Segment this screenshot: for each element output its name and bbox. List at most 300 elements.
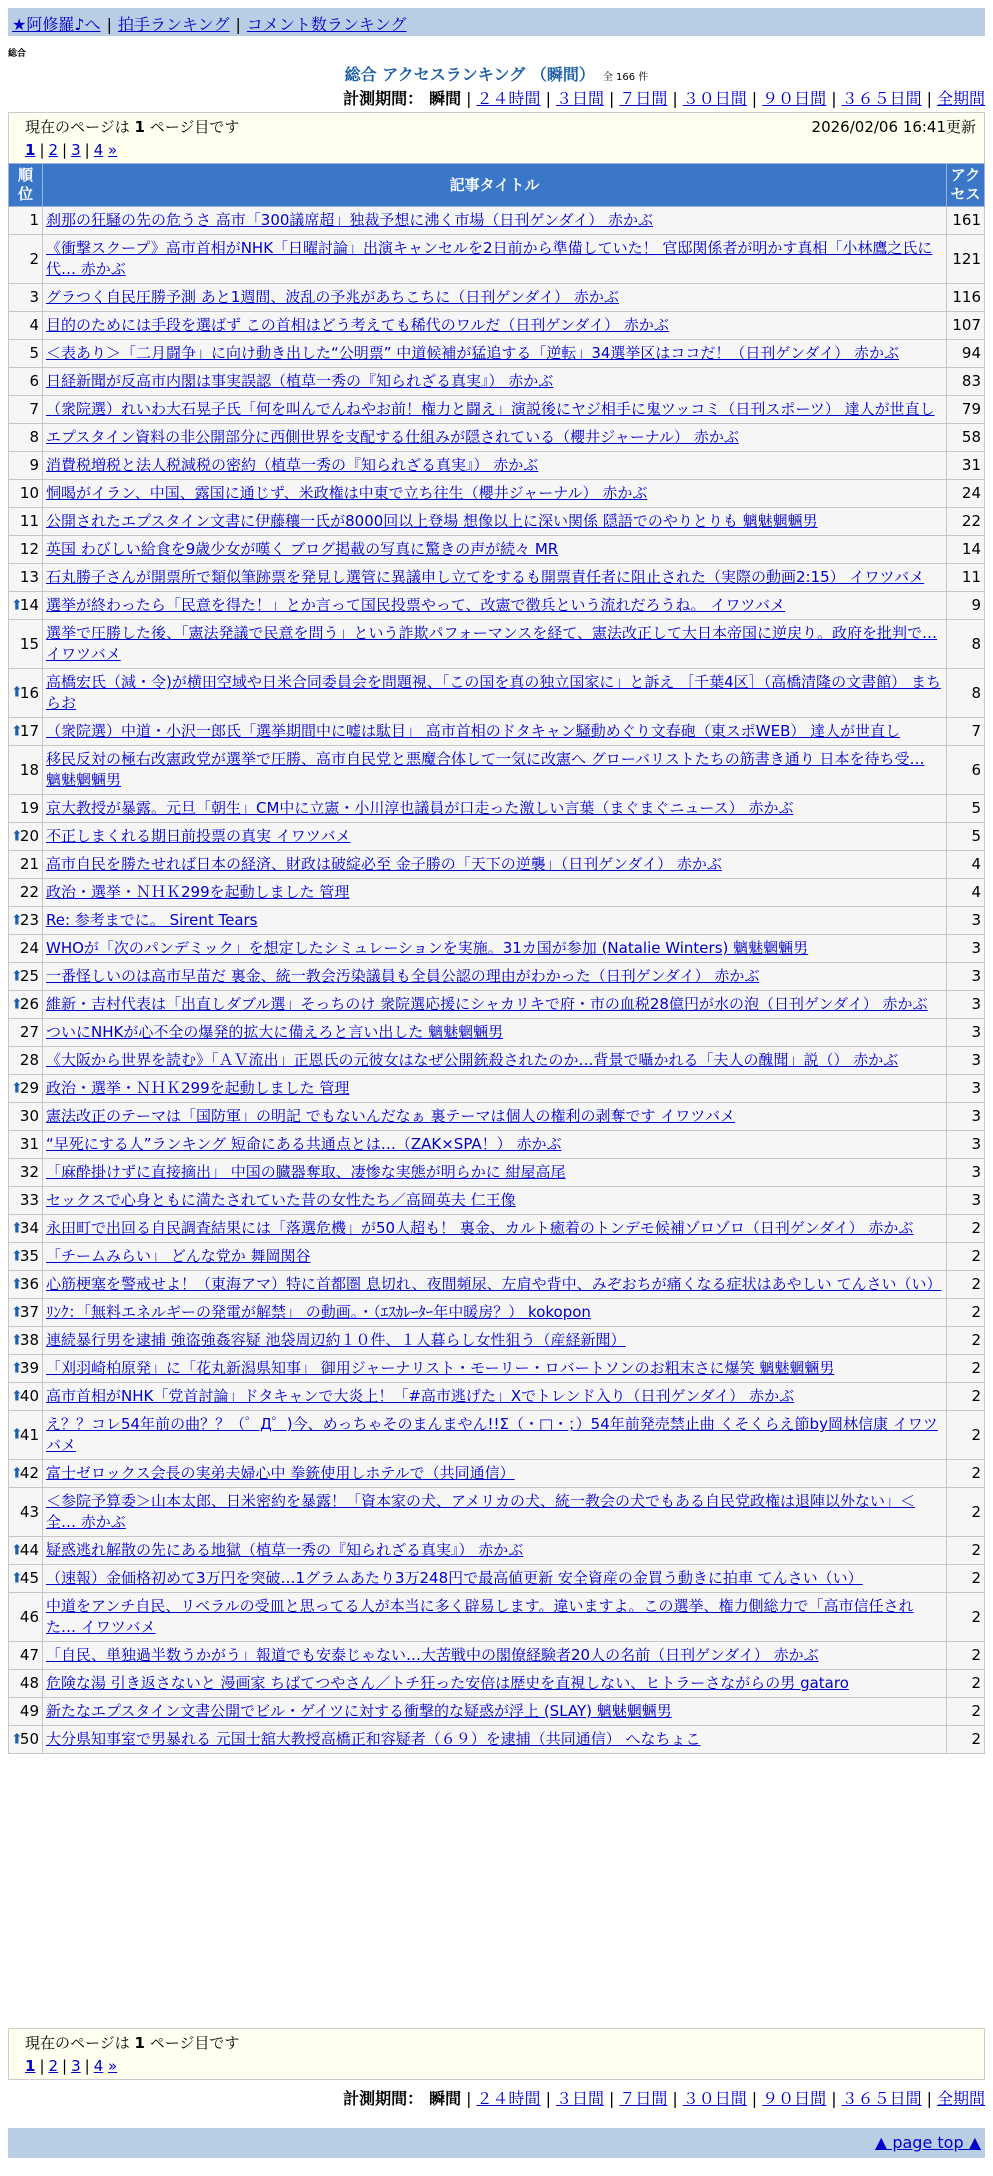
title-cell <box>43 207 947 235</box>
rank-cell <box>9 1642 43 1670</box>
top-nav-bar <box>8 8 985 36</box>
access-count: 2 <box>947 1488 985 1537</box>
rank-number: 15 <box>19 634 39 653</box>
count-header: アクセス <box>947 164 985 207</box>
rank-number: 42 <box>19 1464 39 1482</box>
page-number: 1 <box>134 118 145 136</box>
article-link[interactable]: グラつく自民圧勝予測 あと1週間、波乱の予兆があちこちに（日刊ゲンダイ） 赤かぶ <box>46 288 619 306</box>
access-count: 3 <box>947 935 985 963</box>
rank-number: 20 <box>19 827 39 845</box>
period-link[interactable]: ３６５日間 <box>841 2089 922 2108</box>
rank-number: 37 <box>19 1303 39 1321</box>
rank-cell <box>9 1565 43 1593</box>
separator: | <box>466 2089 472 2108</box>
period-link[interactable]: ９０日間 <box>762 2089 827 2108</box>
rank-up-arrow-icon: ⬆ <box>11 597 23 613</box>
table-row <box>9 368 985 396</box>
article-link[interactable]: ＜参院予算委＞山本太郎、日米密約を暴露！「資本家の犬、アメリカの犬、統一教会の犬でもある自民党政権は退陣以外ない」＜全… 赤かぶ <box>46 1492 915 1531</box>
article-link[interactable]: 富士ゼロックス会長の実弟夫婦心中 拳銃使用しホテルで（共同通信） <box>46 1464 515 1482</box>
title-cell <box>43 1565 947 1593</box>
separator: | <box>926 2089 932 2108</box>
rank-number: 25 <box>19 967 39 985</box>
access-count: 2 <box>947 1355 985 1383</box>
access-count: 11 <box>947 564 985 592</box>
rank-cell <box>9 1726 43 1754</box>
rank-up-arrow-icon: ⬆ <box>11 912 23 928</box>
period-selector-top <box>343 86 985 109</box>
article-link[interactable]: 不正しまくれる期日前投票の真実 イワツバメ <box>46 827 351 845</box>
separator: | <box>545 2089 551 2108</box>
article-link[interactable]: 高市自民を勝たせれば日本の経済、財政は破綻必至 金子勝の「天下の逆襲」（日刊ゲンダイ） 赤かぶ <box>46 855 722 873</box>
article-link[interactable]: 永田町で出回る自民調査結果には「落選危機」が50人超も！ 裏金、カルト癒着のトンデモ候補ゾロゾロ（日刊ゲンダイ） 赤かぶ <box>46 1219 914 1237</box>
access-count: 3 <box>947 991 985 1019</box>
table-row <box>9 1383 985 1411</box>
article-link[interactable]: 高橋宏氏（減・令)が横田空域や日米合同委員会を問題視、「この国を真の独立国家に」と訴え ［千葉4区］（高橋清隆の文書館） まちらお <box>46 673 941 712</box>
rank-cell <box>9 592 43 620</box>
separator: | <box>466 89 472 108</box>
table-row <box>9 564 985 592</box>
rank-number: 7 <box>29 400 39 418</box>
rank-number: 44 <box>19 1541 39 1559</box>
title-cell <box>43 340 947 368</box>
article-link[interactable]: 危険な湯 引き返さないと 漫画家 ちばてつやさん／トチ狂った安倍は歴史を直視しない、ヒトラーさながらの男 gataro <box>46 1674 849 1692</box>
pagination <box>25 141 968 159</box>
table-row <box>9 935 985 963</box>
rank-number: 1 <box>29 211 39 229</box>
separator: | <box>926 89 932 108</box>
article-link[interactable]: 移民反対の極右改憲政党が選挙で圧勝、高市自民党と悪魔合体して一気に改憲へ グローバリストたちの筋書き通り 日本を待ち受… 魑魅魍魎男 <box>46 750 925 789</box>
title-cell <box>43 935 947 963</box>
rank-cell <box>9 823 43 851</box>
rank-cell <box>9 396 43 424</box>
table-row <box>9 1593 985 1642</box>
title-cell <box>43 879 947 907</box>
page-link[interactable]: 3 <box>71 141 81 159</box>
access-count: 9 <box>947 592 985 620</box>
title-cell <box>43 424 947 452</box>
rank-cell <box>9 1355 43 1383</box>
rank-cell <box>9 480 43 508</box>
page-link[interactable]: 2 <box>48 2057 59 2075</box>
rank-number: 18 <box>19 760 39 779</box>
rank-cell <box>9 1243 43 1271</box>
title-cell <box>43 1131 947 1159</box>
page-title: 総合 アクセスランキング （瞬間） <box>344 65 595 84</box>
article-link[interactable]: “早死にする人”ランキング 短命にある共通点とは…（ZAK×SPA！） 赤かぶ <box>46 1135 562 1153</box>
rank-cell <box>9 1299 43 1327</box>
access-count: 2 <box>947 1642 985 1670</box>
rank-number: 35 <box>19 1247 39 1265</box>
table-row <box>9 746 985 795</box>
rank-number: 6 <box>29 372 39 390</box>
rank-cell <box>9 991 43 1019</box>
table-row <box>9 1215 985 1243</box>
rank-cell <box>9 564 43 592</box>
access-count: 79 <box>947 396 985 424</box>
table-row <box>9 718 985 746</box>
rank-cell <box>9 1159 43 1187</box>
rank-number: 36 <box>19 1275 39 1293</box>
title-cell <box>43 1537 947 1565</box>
page-prefix: 現在のページは <box>25 118 130 136</box>
separator: | <box>672 2089 678 2108</box>
access-count: 22 <box>947 508 985 536</box>
table-row <box>9 991 985 1019</box>
title-cell <box>43 536 947 564</box>
title-cell <box>43 795 947 823</box>
title-cell <box>43 1327 947 1355</box>
period-link[interactable]: 全期間 <box>936 89 985 108</box>
separator: | <box>751 89 758 108</box>
rank-number: 39 <box>19 1359 39 1377</box>
article-link[interactable]: 「自民、単独過半数うかがう」報道でも安泰じゃない…大苦戦中の閣僚経験者20人の名前（日刊ゲンダイ） 赤かぶ <box>46 1646 819 1664</box>
rank-cell <box>9 907 43 935</box>
rank-cell <box>9 368 43 396</box>
title-cell <box>43 963 947 991</box>
title-cell <box>43 1642 947 1670</box>
article-link[interactable]: 消費税増税と法人税減税の密約（植草一秀の『知られざる真実』） 赤かぶ <box>46 456 539 474</box>
period-link[interactable]: ２４時間 <box>476 2089 541 2108</box>
article-link[interactable]: Re: 参考までに。 Sirent Tears <box>46 911 258 929</box>
article-link[interactable]: 「麻酔掛けずに直接摘出」 中国の臓器奪取、凄惨な実態が明らかに 紺屋高尾 <box>46 1163 566 1181</box>
article-link[interactable]: 公開されたエプスタイン文書に伊藤穰一氏が8000回以上登場 想像以上に深い関係 隠語でのやりとりも 魑魅魍魎男 <box>46 512 818 530</box>
table-row <box>9 1460 985 1488</box>
access-count: 2 <box>947 1698 985 1726</box>
rank-number: 46 <box>19 1607 39 1626</box>
period-link[interactable]: 全期間 <box>936 2089 985 2108</box>
rank-number: 50 <box>19 1730 39 1748</box>
table-row <box>9 879 985 907</box>
rank-cell <box>9 340 43 368</box>
rank-header: 順位 <box>9 164 43 207</box>
table-row <box>9 1187 985 1215</box>
period-label: 計測期間： <box>343 89 424 108</box>
article-link[interactable]: 選挙が終わったら「民意を得た！」とか言って国民投票やって、改憲で徴兵という流れだろうね。 イワツバメ <box>46 596 786 614</box>
access-count: 2 <box>947 1565 985 1593</box>
article-link[interactable]: 大分県知事室で男暴れる 元国士舘大教授高橋正和容疑者（６９）を逮捕（共同通信） へなちょこ <box>46 1730 701 1748</box>
article-link[interactable]: 日経新聞が反高市内閣は事実誤認（植草一秀の『知られざる真実』） 赤かぶ <box>46 372 554 390</box>
article-link[interactable]: 政治・選挙・ＮＨＫ299を起動しました 管理 <box>46 883 350 901</box>
rank-cell <box>9 424 43 452</box>
article-link[interactable]: 英国 わびしい給食を9歳少女が嘆く ブログ掲載の写真に驚きの声が続々 MR <box>46 540 559 558</box>
article-link[interactable]: 選挙で圧勝した後、「憲法発議で民意を問う」という詐欺パフォーマンスを経て、憲法改正して大日本帝国に逆戻り。政府を批判で… イワツバメ <box>46 624 938 663</box>
article-link[interactable]: ついにNHKが心不全の爆発的拡大に備えろと言い出した 魑魅魍魎男 <box>46 1023 504 1041</box>
title-cell <box>43 669 947 718</box>
title-cell <box>43 312 947 340</box>
title-cell <box>43 1103 947 1131</box>
rank-number: 21 <box>19 855 39 873</box>
title-cell <box>43 1243 947 1271</box>
rank-up-arrow-icon: ⬆ <box>11 1426 23 1443</box>
access-count: 3 <box>947 1187 985 1215</box>
rank-cell <box>9 669 43 718</box>
title-cell <box>43 823 947 851</box>
page-info-top <box>8 112 985 164</box>
page-top-link[interactable]: ▲ page top ▲ <box>874 2133 981 2152</box>
title-cell <box>43 396 947 424</box>
access-count: 94 <box>947 340 985 368</box>
next-page-link[interactable]: » <box>108 2057 118 2075</box>
rank-number: 19 <box>19 799 39 817</box>
title-cell <box>43 620 947 669</box>
article-link[interactable]: 目的のためには手段を選ばず この首相はどう考えても稀代のワルだ（日刊ゲンダイ） 赤かぶ <box>46 316 669 334</box>
rank-number: 45 <box>19 1569 39 1587</box>
period-link[interactable]: ３日間 <box>555 89 604 108</box>
separator: | <box>751 2089 758 2108</box>
rank-cell <box>9 879 43 907</box>
clap-ranking-link[interactable]: 拍手ランキング <box>117 15 230 34</box>
article-link[interactable]: 維新・吉村代表は「出直しダブル選」そっちのけ 衆院選応援にシャカリキで府・市の血税28億円が水の泡（日刊ゲンダイ） 赤かぶ <box>46 995 928 1013</box>
period-link[interactable]: ７日間 <box>619 2089 668 2108</box>
rank-cell <box>9 1537 43 1565</box>
table-row <box>9 1565 985 1593</box>
table-row <box>9 235 985 284</box>
rank-cell <box>9 312 43 340</box>
access-count: 58 <box>947 424 985 452</box>
title-cell <box>43 508 947 536</box>
rank-up-arrow-icon: ⬆ <box>11 1570 23 1586</box>
access-count: 3 <box>947 1159 985 1187</box>
period-link[interactable]: ３０日間 <box>682 2089 747 2108</box>
separator: | <box>831 2089 837 2108</box>
article-link[interactable]: 石丸勝子さんが開票所で類似筆跡票を発見し選管に異議申し立てをするも開票責任者に阻止された（実際の動画2:15） イワツバメ <box>46 568 925 586</box>
rank-number: 4 <box>29 316 39 334</box>
rank-number: 34 <box>19 1219 39 1237</box>
rank-cell <box>9 795 43 823</box>
rank-up-arrow-icon: ⬆ <box>11 1731 23 1747</box>
rank-number: 47 <box>19 1646 39 1664</box>
table-row <box>9 1159 985 1187</box>
table-row <box>9 1488 985 1537</box>
table-row <box>9 480 985 508</box>
title-cell <box>43 991 947 1019</box>
rank-number: 17 <box>19 722 39 740</box>
period-selector-bottom <box>343 2086 985 2109</box>
title-cell <box>43 746 947 795</box>
title-cell <box>43 1726 947 1754</box>
article-link[interactable]: （衆院選）中道・小沢一郎氏「選挙期間中に嘘は駄目」 高市首相のドタキャン騒動めぐり文春砲（東スポWEB） 達人が世直し <box>46 722 901 740</box>
table-row <box>9 795 985 823</box>
page-link[interactable]: 4 <box>93 2057 104 2075</box>
rank-number: 8 <box>29 428 39 446</box>
period-link[interactable]: ２４時間 <box>476 89 541 108</box>
home-link[interactable]: ★阿修羅♪へ <box>12 15 101 34</box>
rank-up-arrow-icon: ⬆ <box>11 1080 23 1096</box>
page-link-current[interactable]: 1 <box>25 2057 36 2075</box>
table-row <box>9 669 985 718</box>
article-link[interactable]: セックスで心身ともに満たされていた昔の女性たち／高岡英夫 仁王像 <box>46 1191 516 1209</box>
rank-number: 31 <box>19 1135 39 1153</box>
title-cell <box>43 851 947 879</box>
table-row <box>9 620 985 669</box>
rank-cell <box>9 284 43 312</box>
rank-cell <box>9 746 43 795</box>
article-link[interactable]: 「チームみらい」 どんな党か 舞岡関谷 <box>46 1247 311 1265</box>
rank-number: 22 <box>19 883 39 901</box>
title-cell <box>43 480 947 508</box>
access-count: 3 <box>947 1131 985 1159</box>
access-count: 14 <box>947 536 985 564</box>
period-link[interactable]: ９０日間 <box>762 89 827 108</box>
table-row <box>9 823 985 851</box>
total-count: 全 166 件 <box>602 72 649 83</box>
period-link[interactable]: ３日間 <box>555 2089 604 2108</box>
article-link[interactable]: 恫喝がイラン、中国、露国に通じず、米政権は中東で立ち往生（櫻井ジャーナル） 赤かぶ <box>46 484 648 502</box>
article-link[interactable]: 憲法改正のテーマは「国防軍」の明記 でもないんだなぁ 裏テーマは個人の権利の剥奪です イワツバメ <box>46 1107 736 1125</box>
access-count: 2 <box>947 1215 985 1243</box>
table-row <box>9 1131 985 1159</box>
rank-number: 5 <box>29 344 39 362</box>
article-link[interactable]: 一番怪しいのは高市早苗だ 裏金、統一教会汚染議員も全員公認の理由がわかった（日刊ゲンダイ） 赤かぶ <box>46 967 760 985</box>
title-cell <box>43 284 947 312</box>
article-link[interactable]: 連続暴行男を逮捕 強盗強姦容疑 池袋周辺約１０件、１人暮らし女性狙う（産経新聞） <box>46 1331 626 1349</box>
table-row <box>9 1271 985 1299</box>
ranking-body <box>9 207 985 1754</box>
rank-cell <box>9 1271 43 1299</box>
access-count: 2 <box>947 1537 985 1565</box>
article-link[interactable]: 「刈羽崎柏原発」に「花丸新潟県知事」 御用ジャーナリスト・モーリー・ロバートソンのお粗末さに爆笑 魑魅魍魎男 <box>46 1359 835 1377</box>
page-link[interactable]: 2 <box>48 141 59 159</box>
rank-cell <box>9 1075 43 1103</box>
access-count: 161 <box>947 207 985 235</box>
access-count: 2 <box>947 1411 985 1460</box>
rank-number: 38 <box>19 1331 39 1349</box>
rank-cell <box>9 1131 43 1159</box>
title-cell <box>43 1047 947 1075</box>
rank-cell <box>9 1103 43 1131</box>
access-count: 2 <box>947 1383 985 1411</box>
article-link[interactable]: 《大阪から世界を読む》「ＡＶ流出」正恩氏の元彼女はなぜ公開銃殺されたのか…背景で囁かれる「夫人の醜聞」説（） 赤かぶ <box>46 1051 899 1069</box>
rank-number: 13 <box>19 568 39 586</box>
rank-cell <box>9 1698 43 1726</box>
title-cell <box>43 235 947 284</box>
article-link[interactable]: 心筋梗塞を警戒せよ！（東海アマ）特に首都圏 息切れ、夜間頻尿、左肩や背中、みぞおちが痛くなる症状はあやしい てんさい（い） <box>46 1275 942 1293</box>
article-link[interactable]: WHOが「次のパンデミック」を想定したシミュレーションを実施。31カ国が参加 (Natalie Winters) 魑魅魍魎男 <box>46 939 809 957</box>
rank-number: 32 <box>19 1163 39 1181</box>
access-count: 8 <box>947 669 985 718</box>
article-link[interactable]: 《衝撃スクープ》高市首相がNHK「日曜討論」出演キャンセルを2日前から準備していた！ 官邸関係者が明かす真相「小林鷹之氏に代… 赤かぶ <box>46 239 933 278</box>
title-cell <box>43 1075 947 1103</box>
title-cell <box>43 1271 947 1299</box>
access-count: 2 <box>947 1243 985 1271</box>
article-link[interactable]: 高市首相がNHK「党首討論」ドタキャンで大炎上！「#高市逃げた」Xでトレンド入り（日刊ゲンダイ） 赤かぶ <box>46 1387 795 1405</box>
next-page-link[interactable]: » <box>108 141 118 159</box>
rank-up-arrow-icon: ⬆ <box>11 1304 23 1320</box>
rank-number: 10 <box>19 484 39 502</box>
rank-up-arrow-icon: ⬆ <box>11 828 23 844</box>
article-link[interactable]: 刹那の狂騒の先の危うさ 高市「300議席超」独裁予想に沸く市場（日刊ゲンダイ） 赤かぶ <box>46 211 653 229</box>
access-count: 83 <box>947 368 985 396</box>
rank-number: 29 <box>19 1079 39 1097</box>
rank-number: 2 <box>29 249 39 268</box>
rank-cell <box>9 1488 43 1537</box>
access-count: 6 <box>947 746 985 795</box>
article-link[interactable]: 新たなエプスタイン文書公開でビル・ゲイツに対する衝撃的な疑惑が浮上 (SLAY) 魑魅魍魎男 <box>46 1702 672 1720</box>
rank-cell <box>9 620 43 669</box>
article-link[interactable]: 政治・選挙・ＮＨＫ299を起動しました 管理 <box>46 1079 350 1097</box>
rank-up-arrow-icon: ⬆ <box>11 996 23 1012</box>
table-row <box>9 1103 985 1131</box>
access-count: 5 <box>947 823 985 851</box>
access-count: 8 <box>947 620 985 669</box>
rank-cell <box>9 1383 43 1411</box>
table-row <box>9 424 985 452</box>
separator: | <box>39 2057 45 2075</box>
article-link[interactable]: （衆院選）れいわ大石晃子氏「何を叫んでんねやお前！権力と闘え」演説後にヤジ相手に鬼ツッコミ（日刊スポーツ） 達人が世直し <box>46 400 935 418</box>
rank-cell <box>9 1215 43 1243</box>
article-link[interactable]: （速報）金価格初めて3万円を突破…1グラムあたり3万248円で最高値更新 安全資産の金買う動きに拍車 てんさい（い） <box>46 1569 863 1587</box>
page-link[interactable]: 4 <box>93 141 104 159</box>
rank-cell <box>9 536 43 564</box>
title-cell <box>43 564 947 592</box>
rank-number: 14 <box>19 596 39 614</box>
ranking-table <box>8 163 985 1754</box>
article-link[interactable]: ﾘﾝｸ：「無料エネルギーの発電が解禁」 の動画。・（ｴｽｶﾚｰﾀｰ年中暖房？） kokopon <box>46 1303 591 1321</box>
page-link[interactable]: 3 <box>71 2057 81 2075</box>
table-row <box>9 508 985 536</box>
rank-cell <box>9 452 43 480</box>
title-cell <box>43 1355 947 1383</box>
table-row <box>9 1726 985 1754</box>
access-count: 3 <box>947 1103 985 1131</box>
rank-cell <box>9 1411 43 1460</box>
page-suffix: ページ目です <box>149 118 240 136</box>
period-link[interactable]: ３０日間 <box>682 89 747 108</box>
access-count: 31 <box>947 452 985 480</box>
rank-number: 43 <box>19 1502 39 1521</box>
rank-cell <box>9 207 43 235</box>
access-count: 2 <box>947 1593 985 1642</box>
page-title-block <box>8 62 985 85</box>
comment-ranking-link[interactable]: コメント数ランキング <box>246 15 407 34</box>
article-link[interactable]: 京大教授が暴露。元旦「朝生」CM中に立憲・小川淳也議員が口走った激しい言葉（まぐまぐニュース） 赤かぶ <box>46 799 794 817</box>
period-link[interactable]: ７日間 <box>619 89 668 108</box>
title-cell <box>43 907 947 935</box>
rank-number: 26 <box>19 995 39 1013</box>
article-link[interactable]: エプスタイン資料の非公開部分に西側世界を支配する仕組みが隠されている（櫻井ジャーナル） 赤かぶ <box>46 428 739 446</box>
table-row <box>9 1075 985 1103</box>
table-row <box>9 1243 985 1271</box>
pagination <box>25 2057 968 2075</box>
period-link[interactable]: ３６５日間 <box>841 89 922 108</box>
article-link[interactable]: え？？コレ54年前の曲？？（゜Д゜)今、めっちゃそのまんまやん!!Σ（・□・；）54年前発売禁止曲 くそくらえ節by岡林信康 イワツバメ <box>46 1415 938 1454</box>
rank-up-arrow-icon: ⬆ <box>11 1248 23 1264</box>
title-cell <box>43 718 947 746</box>
table-row <box>9 592 985 620</box>
period-label: 計測期間： <box>343 2089 424 2108</box>
access-count: 3 <box>947 1047 985 1075</box>
access-count: 121 <box>947 235 985 284</box>
article-link[interactable]: 疑惑逃れ解散の先にある地獄（植草一秀の『知られざる真実』） 赤かぶ <box>46 1541 524 1559</box>
title-cell <box>43 1299 947 1327</box>
period-current: 瞬間 <box>429 2089 462 2108</box>
table-row <box>9 1327 985 1355</box>
rank-up-arrow-icon: ⬆ <box>11 1542 23 1558</box>
article-link[interactable]: 中道をアンチ自民、リベラルの受皿と思ってる人が本当に多く辟易します。違いますよ。この選挙、権力側総力で「高市信任された… イワツバメ <box>46 1597 914 1636</box>
table-row <box>9 1355 985 1383</box>
rank-number: 24 <box>19 939 39 957</box>
access-count: 5 <box>947 795 985 823</box>
category-label: 総合 <box>8 49 27 59</box>
rank-cell <box>9 851 43 879</box>
article-link[interactable]: ＜表あり＞「二月闘争」に向け動き出した“公明票” 中道候補が猛追する「逆転」34選挙区はココだ！（日刊ゲンダイ） 赤かぶ <box>46 344 899 362</box>
rank-cell <box>9 1460 43 1488</box>
page-link-current[interactable]: 1 <box>25 141 36 159</box>
rank-cell <box>9 1047 43 1075</box>
access-count: 7 <box>947 718 985 746</box>
table-row <box>9 907 985 935</box>
rank-cell <box>9 935 43 963</box>
